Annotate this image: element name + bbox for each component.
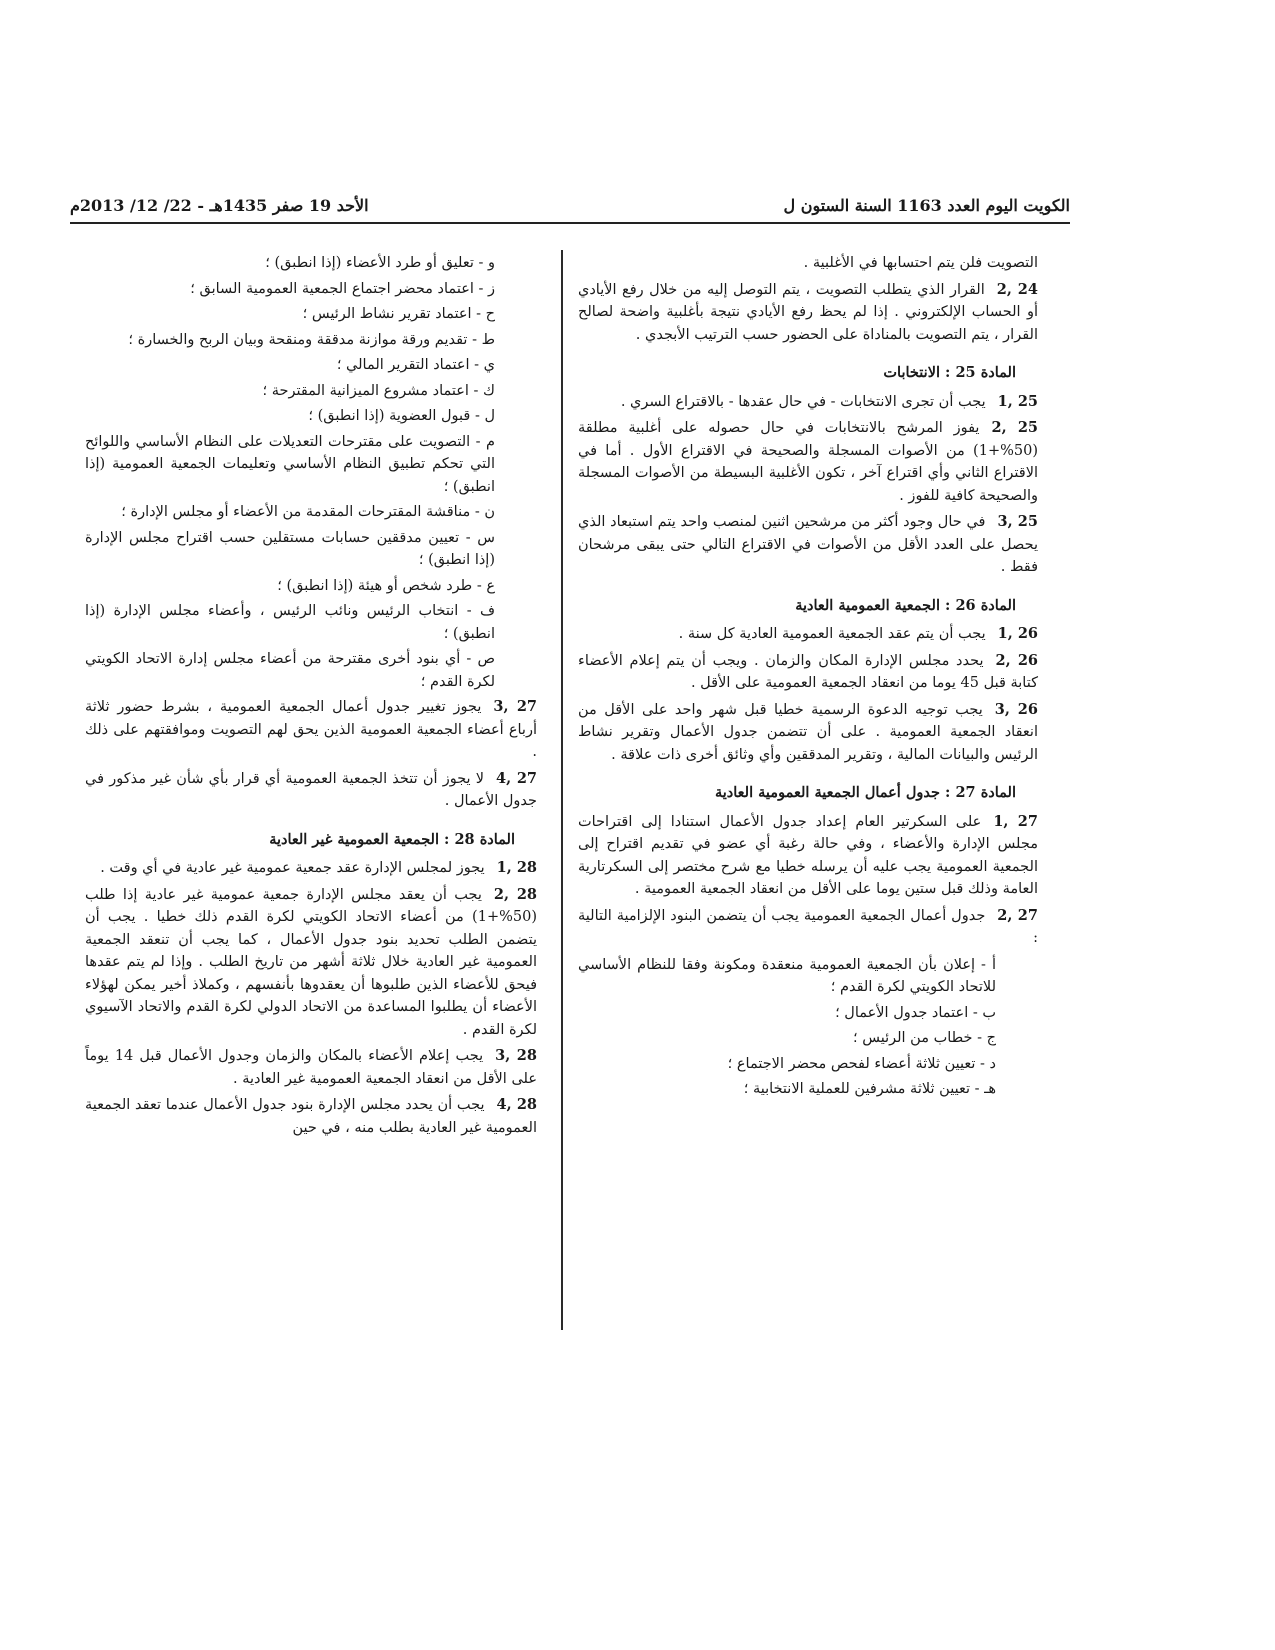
clause-paragraph — [578, 699, 1038, 767]
clause-text: يفوز المرشح بالانتخابات في حال حصوله على أغلبية مطلقة (50%+1) من الأصوات المسجلة والصحيحة في الاقتراع الأول . أما في الاقتراع الثاني وأي اقتراع آخر ، تكون الأغلبية البسيطة من الأصوات المسجلة والصحيحة كافية للفوز . — [578, 420, 1038, 504]
clause-paragraph — [578, 511, 1038, 579]
header-date: الأحد 19 صفر 1435هـ - 22/ 12/ 2013م — [70, 196, 369, 215]
left-column — [85, 252, 537, 1143]
agenda-item: ف - انتخاب الرئيس ونائب الرئيس ، وأعضاء مجلس الإدارة (إذا انطبق) ؛ — [85, 603, 495, 642]
agenda-item: ن - مناقشة المقترحات المقدمة من الأعضاء أو مجلس الإدارة ؛ — [121, 504, 495, 520]
agenda-item: م - التصويت على مقترحات التعديلات على النظام الأساسي واللوائح التي تحكم تطبيق النظام الأساسي وتعليمات الجمعية العمومية (إذا انطبق) ؛ — [85, 433, 495, 495]
agenda-item: س - تعيين مدققين حسابات مستقلين حسب اقتراح مجلس الإدارة (إذا انطبق) ؛ — [85, 529, 495, 568]
clause-paragraph — [85, 1094, 537, 1139]
agenda-item: ع - طرد شخص أو هيئة (إذا انطبق) ؛ — [277, 577, 495, 594]
clause-text: يجب توجيه الدعوة الرسمية خطيا قبل شهر واحد على الأقل من انعقاد الجمعية العمومية . على أن تتضمن جدول الأعمال وتقرير نشاط الرئيس والبيانات المالية ، وتقرير المدققين وأي وثائق أخرى ذات علاقة . — [578, 701, 1038, 763]
clause-number: 25 ,3 — [997, 513, 1038, 530]
clause-paragraph — [578, 391, 1038, 414]
clause-text: يجوز تغيير جدول أعمال الجمعية العمومية ، بشرط حضور ثلاثة أرباع أعضاء الجمعية العمومية الذين يحق لهم التصويت وموافقتهم على ذلك . — [85, 699, 537, 760]
clause-number: 28 ,3 — [495, 1047, 537, 1064]
clause-paragraph — [85, 857, 537, 880]
clause-paragraph — [85, 768, 537, 813]
clause-paragraph — [85, 884, 537, 1042]
clause-text: في حال وجود أكثر من مرشحين اثنين لمنصب واحد يتم استبعاد الذي يحصل على العدد الأقل من الأصوات في الاقتراع التالي حتى يبقى مرشحان فقط . — [578, 514, 1038, 575]
clause-text: على السكرتير العام إعداد جدول الأعمال استنادا إلى اقتراحات مجلس الإدارة والأعضاء ، وفي حالة رغبة أي عضو في تقديم اقتراح إلى الجمعية العمومية يجب عليه أن يرسله خطيا مع شرح مختصر إلى السكرتارية العامة وذلك قبل ستين يوما على الأقل من انعقاد الجمعية العمومية . — [578, 813, 1038, 897]
clause-number: 28 ,4 — [496, 1096, 537, 1113]
clause-text: يحدد مجلس الإدارة المكان والزمان . ويجب أن يتم إعلام الأعضاء كتابة قبل 45 يوما من انعقاد الجمعية العمومية على الأقل . — [578, 652, 1038, 691]
right-column — [578, 252, 1038, 1104]
clause-paragraph — [578, 650, 1038, 695]
clause-paragraph — [578, 905, 1038, 950]
clause-number: 27 ,1 — [993, 812, 1038, 830]
agenda-item: ب - اعتماد جدول الأعمال ؛ — [835, 1004, 996, 1021]
clause-paragraph — [85, 1045, 537, 1090]
clause-number: 27 ,2 — [997, 906, 1038, 924]
column-divider — [561, 250, 563, 1330]
agenda-item: ص - أي بنود أخرى مقترحة من أعضاء مجلس إدارة الاتحاد الكويتي لكرة القدم ؛ — [85, 651, 495, 690]
clause-paragraph — [578, 417, 1038, 507]
clause-text: القرار الذي يتطلب التصويت ، يتم التوصل إليه من خلال رفع الأيادي أو الحساب الإلكتروني . إذا لم يحظ رفع الأيادي نتيجة بأغلبية واضحة لصالح القرار ، يتم التصويت بالمناداة على الحضور حسب الترتيب الأبجدي . — [578, 281, 1038, 343]
agenda-item: ي - اعتماد التقرير المالي ؛ — [336, 357, 495, 373]
clause-number: 26 ,1 — [997, 625, 1038, 642]
clause-text: يجب أن يتم عقد الجمعية العمومية العادية كل سنة . — [678, 626, 986, 642]
clause-text: التصويت فلن يتم احتسابها في الأغلبية . — [803, 255, 1038, 271]
clause-number: 27 ,4 — [496, 769, 537, 787]
clause-text: لا يجوز أن تتخذ الجمعية العمومية أي قرار بأي شأن غير مذكور في جدول الأعمال . — [85, 770, 537, 809]
page-header — [70, 196, 1070, 224]
agenda-item: ل - قبول العضوية (إذا انطبق) ؛ — [308, 408, 495, 424]
agenda-item: د - تعيين ثلاثة أعضاء لفحص محضر الاجتماع ؛ — [727, 1055, 996, 1072]
article-heading: المادة 27 : جدول أعمال الجمعية العمومية العادية — [714, 784, 1016, 801]
header-publication: الكويت اليوم العدد 1163 السنة الستون ل — [783, 196, 1070, 215]
clause-number: 26 ,2 — [995, 651, 1038, 669]
clause-number: 26 ,3 — [994, 700, 1038, 718]
agenda-item: أ - إعلان بأن الجمعية العمومية منعقدة ومكونة وفقا للنظام الأساسي للاتحاد الكويتي لكرة القدم ؛ — [578, 956, 996, 995]
clause-number: 25 ,2 — [991, 419, 1038, 436]
clause-paragraph — [85, 696, 537, 764]
agenda-item: هـ - تعيين ثلاثة مشرفين للعملية الانتخابية ؛ — [743, 1081, 996, 1097]
clause-text: جدول أعمال الجمعية العمومية يجب أن يتضمن البنود الإلزامية التالية : — [578, 907, 1038, 946]
clause-number: 28 ,1 — [496, 859, 537, 876]
agenda-item: ح - اعتماد تقرير نشاط الرئيس ؛ — [302, 306, 495, 322]
clause-paragraph — [578, 252, 1038, 275]
clause-number: 24 ,2 — [996, 280, 1038, 298]
clause-paragraph — [578, 811, 1038, 901]
agenda-item: ط - تقديم ورقة موازنة مدققة ومنقحة وبيان الربح والخسارة ؛ — [128, 331, 495, 348]
clause-text: يجب أن يحدد مجلس الإدارة بنود جدول الأعمال عندما تعقد الجمعية العمومية غير العادية بطلب منه ، في حين — [85, 1097, 537, 1136]
agenda-item: ك - اعتماد مشروع الميزانية المقترحة ؛ — [262, 382, 495, 399]
article-heading: المادة 28 : الجمعية العمومية غير العادية — [269, 830, 515, 848]
article-heading: المادة 26 : الجمعية العمومية العادية — [795, 596, 1016, 614]
clause-number: 25 ,1 — [997, 392, 1038, 410]
clause-text: يجب أن تجرى الانتخابات - في حال عقدها - بالاقتراع السري . — [620, 393, 986, 410]
clause-number: 27 ,3 — [493, 698, 537, 715]
clause-number: 28 ,2 — [493, 885, 537, 903]
clause-text: يجب إعلام الأعضاء بالمكان والزمان وجدول الأعمال قبل 14 يوماً على الأقل من انعقاد الجمعية العمومية غير العادية . — [85, 1048, 537, 1087]
clause-paragraph — [578, 279, 1038, 347]
agenda-item: و - تعليق أو طرد الأعضاء (إذا انطبق) ؛ — [265, 255, 495, 271]
agenda-item: ج - خطاب من الرئيس ؛ — [853, 1030, 996, 1046]
clause-text: يجب أن يعقد مجلس الإدارة جمعية عمومية غير عادية إذا طلب (50%+1) من أعضاء الاتحاد الكويتي لكرة القدم ذلك خطيا . يجب أن يتضمن الطلب تحديد بنود جدول الأعمال ، كما يجب أن تنعقد الجمعية العمومية غير العادية خلال ثلاثة أشهر من تاريخ الطلب . وإذا لم يتم عقدها فيحق للأعضاء الذين طلبوها أن يعقدوها بأنفسهم ، وكملاذ أخير يمكن لهؤلاء الأعضاء أن يطلبوا المساعدة من الاتحاد الدولي لكرة القدم والاتحاد الآسيوي لكرة القدم . — [85, 886, 537, 1038]
article-heading: المادة 25 : الانتخابات — [883, 364, 1016, 381]
clause-paragraph — [578, 623, 1038, 646]
agenda-item: ز - اعتماد محضر اجتماع الجمعية العمومية السابق ؛ — [190, 280, 495, 297]
clause-text: يجوز لمجلس الإدارة عقد جمعية عمومية غير عادية في أي وقت . — [100, 860, 485, 876]
